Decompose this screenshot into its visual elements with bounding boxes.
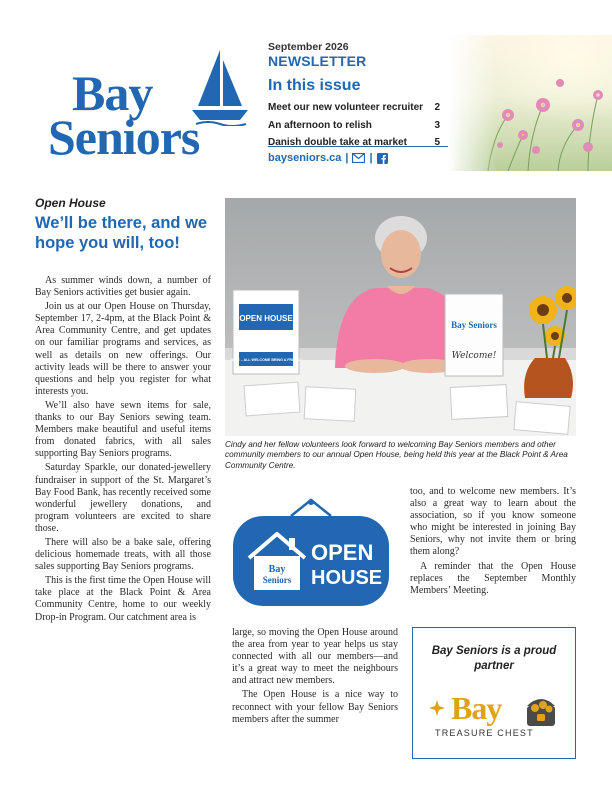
article-column-left — [35, 275, 211, 626]
toc-divider — [268, 146, 450, 147]
toc-item-title: Danish double take at market — [268, 137, 407, 148]
paragraph: We’ll also have sewn items for sale, thanks to our Bay Seniors sewing team. Members make beautiful and useful items from donated fabrics, with all sales supporting Bay Seniors programs. — [35, 399, 211, 460]
poster-title: OPEN HOUSE — [239, 314, 293, 323]
paragraph: As summer winds down, a number of Bay Seniors activities get busier again. — [35, 275, 211, 299]
contact-bar — [268, 152, 388, 164]
issue-header — [268, 41, 448, 152]
poster-banner: FREE – ALL WELCOME BRING A FRIEND! — [230, 358, 302, 362]
partner-title: Bay Seniors is a proud partner — [431, 645, 557, 672]
toc-item-page: 5 — [434, 137, 440, 148]
paragraph: There will also be a bake sale, offering delicious homemade treats, with all those sales supporting Bay Seniors programs. — [35, 536, 211, 573]
toc-item-page: 3 — [434, 119, 440, 131]
open-house-sign-graphic — [231, 498, 391, 608]
sign-welcome-text: Welcome! — [451, 351, 497, 361]
toc-item[interactable] — [268, 99, 440, 117]
photo-caption: Cindy and her fellow volunteers look forward to welcoming Bay Seniors members and other community members to our annual Open House, being held this year at the Black Point & Area Community Centre. — [225, 440, 568, 470]
flowers-header-image — [448, 35, 612, 171]
toc-item[interactable] — [268, 134, 440, 152]
issue-date: September 2026 — [268, 41, 349, 53]
paragraph: too, and to welcome new members. It’s also a great way to learn about the association, so if you know someone who might be interested in joining Bay Seniors, why not invite them or bring them along? — [410, 486, 576, 558]
website-link[interactable]: bayseniors.ca — [268, 152, 342, 164]
welcome-sign — [445, 294, 503, 376]
toc-item-page: 2 — [434, 102, 440, 113]
article-column-middle — [232, 627, 398, 728]
partner-box — [412, 627, 576, 759]
facebook-icon[interactable] — [377, 153, 388, 164]
open-house-poster — [230, 290, 302, 374]
sign-open-text: OPEN — [311, 540, 374, 565]
article-headline: We’ll be there, and we hope you will, too! — [35, 214, 208, 252]
toc-item-title: Meet our new volunteer recruiter — [268, 102, 424, 113]
separator: | — [345, 152, 349, 164]
paragraph: large, so moving the Open House around the area from year to year helps us stay connected with all our members—and it’s a great way to meet the neighbours and attract new members. — [232, 627, 398, 687]
toc-item-title: An afternoon to relish — [268, 119, 372, 131]
mail-icon[interactable] — [352, 153, 365, 163]
toc-heading: In this issue — [268, 77, 361, 94]
paragraph: This is the first time the Open House will take place at the Black Point & Area Community Centre, home to our weekly Drop-in Program. Our catchment area is — [35, 575, 211, 623]
treasure-chest-logo[interactable] — [427, 690, 563, 746]
paragraph: Join us at our Open House on Thursday, September 17, 2-4pm, at the Black Point & Area Community Centre, and get updates on our familiar programs and services, as well as details on new offerings. Our activity leads will be there to answer your questions and help you register for what interests you. — [35, 301, 211, 397]
treasure-chest-subtitle: TREASURE CHEST — [435, 728, 534, 738]
article-kicker: Open House — [35, 196, 106, 210]
sign-logo: Bay Seniors — [451, 320, 497, 330]
paragraph: The Open House is a nice way to reconnect with your fellow Bay Seniors members after the summer — [232, 689, 398, 725]
volunteer-photo — [225, 198, 576, 436]
paragraph: Saturday Sparkle, our donated-jewellery fundraiser in support of the St. Margaret’s Bay Food Bank, has recently received some wonderful jewellery donations, and program volunteers are excited to share those. — [35, 462, 211, 534]
table-of-contents — [268, 99, 440, 152]
paragraph: A reminder that the Open House replaces the September Monthly Members’ Meeting. — [410, 560, 576, 596]
newsletter-title: NEWSLETTER — [268, 53, 367, 69]
toc-item[interactable] — [268, 117, 440, 135]
separator: | — [369, 152, 373, 164]
logo-seniors-text: Seniors — [48, 109, 200, 165]
article-column-right — [410, 486, 576, 599]
sign-house-logo-line1: Bay — [268, 564, 286, 575]
treasure-chest-bay-text: Bay — [451, 690, 502, 726]
sign-house-text: HOUSE — [311, 567, 383, 589]
logo-bay-text: Bay — [72, 65, 153, 121]
bay-seniors-logo — [48, 48, 248, 168]
sign-house-logo-line2: Seniors — [262, 575, 292, 585]
